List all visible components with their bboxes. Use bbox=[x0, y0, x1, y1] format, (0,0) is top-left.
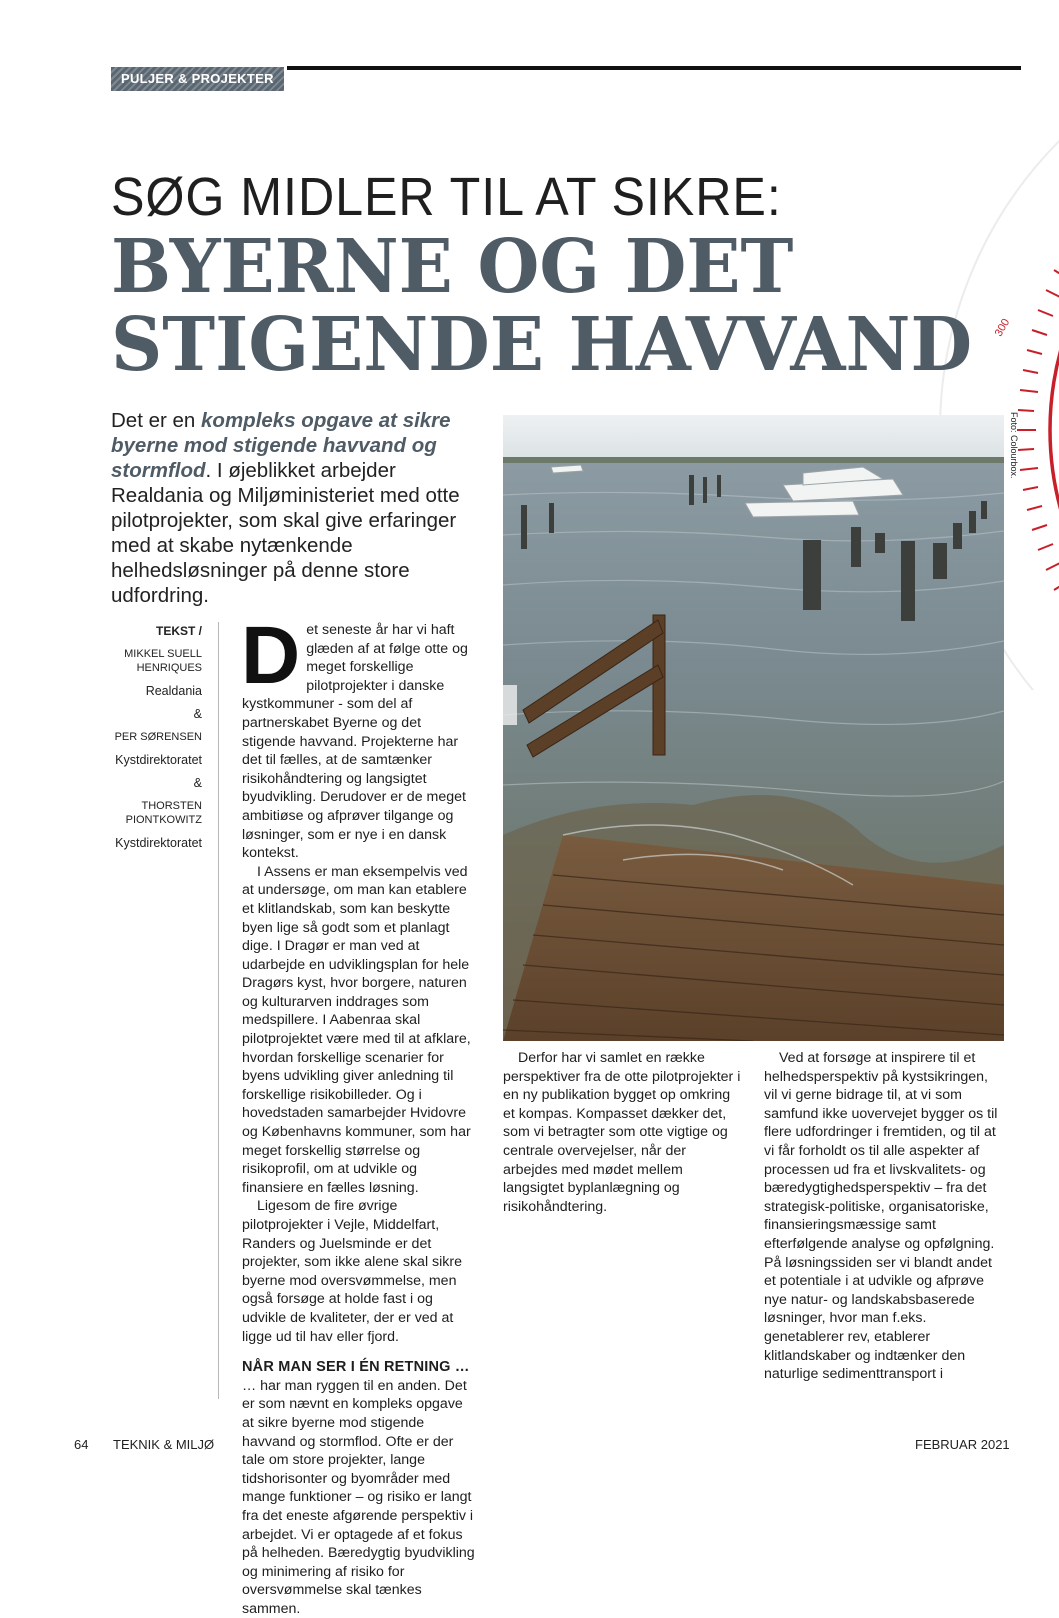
byline bbox=[100, 624, 202, 859]
byline-author-1: MIKKEL SUELL HENRIQUES bbox=[124, 648, 202, 674]
body-paragraph-6: Ved at forsøge at inspirere til et helhedsperspektiv på kystsikringen, vil vi gerne bidrage til, at vi som samfund ikke uovervejet bygger os til flere udfordringer i fremtiden, og til at vi får forholdt os til alle aspekter af processen ud fra et livskvalitets- og bæredygtighedsperspektiv – fra det strategisk-politiske, organisatoriske, finansieringsmæssige samt efterfølgende analyse og opfølgning. På løsningssiden ser vi blandt andet et potentiale i at udvikle og afprøve nye natur- og landskabsbaserede løsninger, hvor man f.eks. genetablerer rev, etablerer klitlandskaber og indtænker den naturlige sedimenttransport i bbox=[764, 1050, 998, 1383]
magazine-name: TEKNIK & MILJØ bbox=[113, 1437, 215, 1452]
title-main-line1: BYERNE OG DET bbox=[111, 224, 794, 310]
body-column-2 bbox=[503, 1049, 743, 1216]
body-subheading: NÅR MAN SER I ÉN RETNING … bbox=[242, 1359, 470, 1376]
lead-paragraph bbox=[111, 408, 483, 608]
body-paragraph-4: … har man ryggen til en anden. Det er som nævnt en kompleks opgave at sikre byerne mod stigende havvand og stormflod. Ofte er der tale om store projekter, lange tidshorisonter og byområder med mange funktioner – og risiko er langt fra det eneste afgørende perspektiv i arbejdet. Vi er optagede af et fokus på helheden. Bæredygtig byudvikling og minimering af risiko for oversvømmelse skal tænkes sammen. bbox=[242, 1377, 475, 1617]
byline-org-3: Kystdirektoratet bbox=[115, 836, 202, 850]
lead-emphasis: kompleks opgave at sikre byerne mod stigende havvand og stormflod bbox=[111, 409, 451, 482]
body-paragraph-5: Derfor har vi samlet en række perspektiver fra de otte pilotprojekter i en ny publikation bygget op omkring et kompas. Kompasset dækker det, som vi betragter som otte vigtige og centrale overvejelser, når der arbejdes med mødet mellem langsigtet byplanlægning og risikohåndtering. bbox=[503, 1050, 741, 1215]
body-paragraph-3: Ligesom de fire øvrige pilotprojekter i Vejle, Middelfart, Randers og Juelsminde er det projekter, som ikke alene skal sikre byerne mod oversvømmelse, men også forsøge at holde fast i og udvikle de kvaliteter, der er ved at ligge ud til hav eller fjord. bbox=[242, 1198, 462, 1345]
title-main-line2: STIGENDE HAVVAND bbox=[111, 302, 973, 388]
byline-author-3: THORSTEN PIONTKOWITZ bbox=[125, 800, 202, 826]
flooded-pier-photo bbox=[503, 415, 1004, 1041]
issue-date: FEBRUAR 2021 bbox=[915, 1437, 1010, 1452]
byline-author-2: PER SØRENSEN bbox=[114, 731, 202, 743]
body-paragraph-2: I Assens er man eksempelvis ved at undersøge, om man kan etablere et klitlandskab, som kan beskytte byen lige så godt som et planlagt dige. I Dragør er man ved at udarbejde en udviklingsplan for hele Dragørs kyst, hvor borgere, naturen og kulturarven inddrages som medspillere. I Aabenraa skal pilotprojektet være med til at afklare, hvordan forskellige scenarier for byens udvikling giver anledning til forskellige risikobilleder. Og i hovedstaden samarbejder Hvidovre og Københavns kommuner, som har meget forskellig størrelse og risikoprofil, om at udvikle og finansiere en fælles løsning. bbox=[242, 863, 471, 1196]
section-tag: PULJER & PROJEKTER bbox=[111, 67, 284, 91]
header-rule bbox=[287, 66, 1021, 70]
body-column-3 bbox=[764, 1049, 1004, 1384]
title-main bbox=[111, 224, 973, 388]
byline-amp-2: & bbox=[193, 776, 202, 790]
lead-prefix: Det er en bbox=[111, 409, 202, 432]
photo-credit: Foto: Colourbox. bbox=[1009, 412, 1019, 479]
drop-cap: D bbox=[241, 610, 301, 701]
byline-divider bbox=[218, 622, 219, 1399]
lead-suffix: . I øjeblikket arbejder Realdania og Miljøministeriet med otte pilotprojekter, som skal give erfaringer med at skabe nytænkende helhedsløsninger på denne store udfordring. bbox=[111, 459, 460, 607]
title-kicker: SØG MIDLER TIL AT SIKRE: bbox=[111, 167, 782, 227]
byline-org-1: Realdania bbox=[145, 684, 202, 698]
byline-label: TEKST / bbox=[155, 624, 202, 638]
body-column-1 bbox=[241, 610, 478, 1618]
body-paragraph-1: Det seneste år har vi haft glæden af at følge otte og meget forskellige pilotprojekter i danske kystkommuner - som del af partnerskabet Byerne og det stigende havvand. Projekterne har det til fælles, at de samtænker risikohåndtering og langsigtet byudvikling. Derudover er de meget ambitiøse og afprøver tilgange og løsninger, som er nye i en dansk kontekst. bbox=[241, 610, 468, 862]
byline-amp-1: & bbox=[193, 707, 202, 721]
page-number: 64 bbox=[74, 1437, 89, 1452]
byline-org-2: Kystdirektoratet bbox=[115, 753, 202, 767]
compass-tick-label: 300 bbox=[992, 316, 1013, 339]
